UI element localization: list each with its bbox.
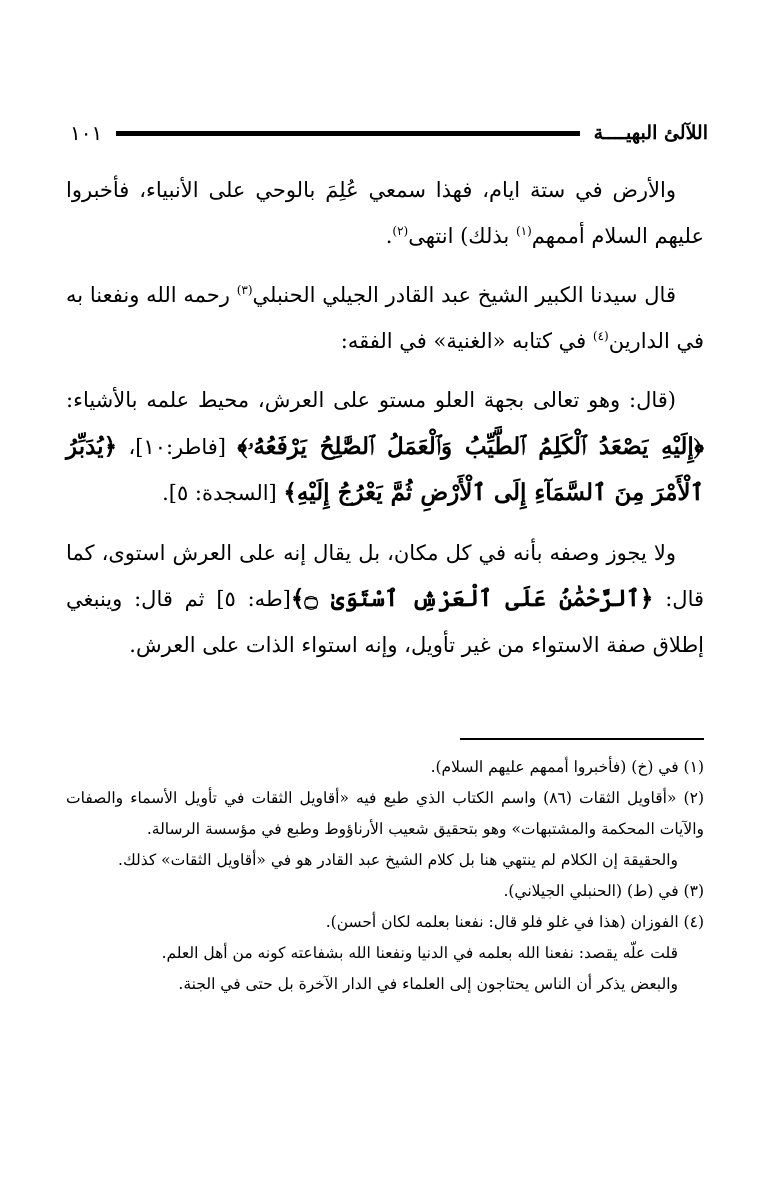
paragraph-1 [66, 168, 704, 259]
footnote-separator [460, 738, 704, 740]
footnote-4: (٤) الفوزان (هذا في غلو فلو قال: نفعنا بعلمه لكان أحسن). [325, 913, 704, 931]
paragraph-3 [66, 378, 704, 517]
footnote-2-note: والحقيقة إن الكلام لم ينتهي هنا بل كلام الشيخ عبد القادر هو في «أقاويل الثقات» كذلك. [118, 851, 678, 869]
p1-text: والأرض في ستة ايام، فهذا سمعي عُلِمَ بالوحي على الأنبياء، فأخبروا عليهم السلام أممهم [66, 178, 704, 248]
running-title: اللآلئ البهيــــة [593, 122, 708, 144]
footnote-4-comment-2: والبعض يذكر أن الناس يحتاجون إلى العلماء في الدار الآخرة بل حتى في الجنة. [178, 975, 678, 993]
p1-mid: بذلك) انتهى [408, 223, 516, 248]
footnote-ref-1: (١) [515, 223, 532, 238]
quran-verse-sajda: ﴿يُدَبِّرُ ٱلْأَمْرَ مِنَ ٱلسَّمَآءِ إِلَى ٱلْأَرْضِ ثُمَّ يَعْرُجُ إِلَيْهِ﴾ [66, 432, 704, 506]
footnote-3: (٣) في (ط) (الحنبلي الجيلاني). [503, 882, 704, 900]
footnote-ref-3: (٣) [236, 283, 253, 297]
footnote-1: (١) في (خ) (فأخبروا أممهم عليهم السلام). [430, 758, 704, 776]
paragraph-4 [66, 531, 704, 669]
quran-verse-taha: ﴿ٱلرَّحْمَٰنُ عَلَى ٱلْعَرْشِ ٱسْتَوَىٰ ۝﴾ [290, 585, 654, 612]
running-header [70, 118, 708, 148]
quran-verse-fatir: ﴿إِلَيْهِ يَصْعَدُ ٱلْكَلِمُ ٱلطَّيِّبُ وَٱلْعَمَلُ ٱلصَّٰلِحُ يَرْفَعُهُۥ﴾ [237, 432, 704, 460]
page-number: ١٠١ [70, 121, 103, 145]
footnote-2: (٢) «أقاويل الثقات (٨٦) واسم الكتاب الذي طبع فيه «أقاويل الثقات في تأويل الأسماء والصفات والآيات المحكمة والمشتبهات» وهو بتحقيق شعيب الأرناؤوط وطبع في مؤسسة الرسالة. [66, 789, 704, 838]
header-rule [116, 131, 579, 136]
footnote-ref-2: (٢) [392, 223, 409, 238]
p2-text: قال سيدنا الكبير الشيخ عبد القادر الجيلي الحنبلي [252, 283, 676, 307]
p4-end: [طه: ٥] ثم قال: وينبغي إطلاق صفة الاستواء من غير تأويل، وإنه استواء الذات على العرش. [66, 587, 704, 657]
p3-ref-fatir: [فاطر:١٠]، [117, 434, 238, 459]
paragraph-2 [66, 273, 704, 364]
p3-ref-sajda: [السجدة: ٥]. [162, 481, 284, 505]
p2-end: في كتابه «الغنية» في الفقه: [340, 328, 593, 353]
p4-intro: ولا يجوز وصفه بأنه في كل مكان، بل يقال إنه على العرش استوى، كما قال: [66, 540, 705, 611]
p2-mid: رحمه الله ونفعنا به في الدارين [66, 283, 704, 353]
p1-end: . [385, 223, 393, 248]
footnote-ref-4: (٤) [592, 328, 609, 343]
main-text [66, 168, 704, 682]
p3-intro: (قال: وهو تعالى بجهة العلو مستو على العرش، محيط علمه بالأشياء: [66, 388, 676, 412]
footnotes [66, 752, 704, 1000]
footnote-4-comment-1: قلت علّه يقصد: نفعنا الله بعلمه في الدنيا ونفعنا الله بشفاعته كونه من أهل العلم. [161, 944, 678, 962]
